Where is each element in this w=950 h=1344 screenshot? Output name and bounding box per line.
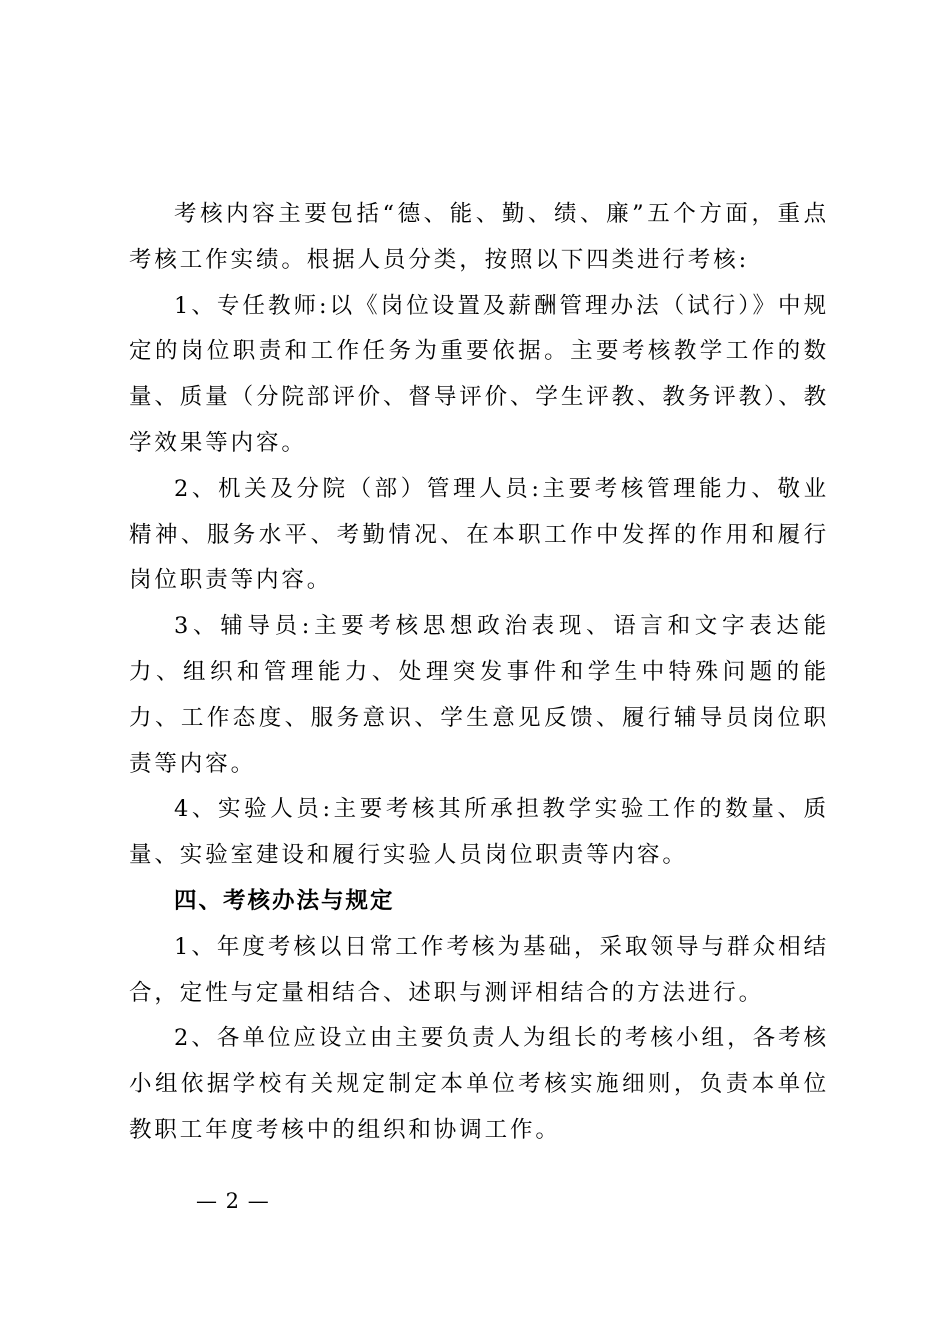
- paragraph-counselors: 3、辅导员:主要考核思想政治表现、语言和文字表达能力、组织和管理能力、处理突发事件和学生中特殊问题的能力、工作态度、服务意识、学生意见反馈、履行辅导员岗位职责等内容。: [129, 613, 829, 777]
- document-body: [129, 192, 829, 1154]
- paragraph-annual-assessment-method: 1、年度考核以日常工作考核为基础，采取领导与群众相结合，定性与定量相结合、述职与测评相结合的方法进行。: [129, 933, 829, 1006]
- page-number: — 2 —: [196, 1189, 270, 1213]
- paragraph-assessment-group: 2、各单位应设立由主要负责人为组长的考核小组，各考核小组依据学校有关规定制定本单位考核实施细则，负责本单位教职工年度考核中的组织和协调工作。: [129, 1025, 829, 1143]
- paragraph-assessment-content: 考核内容主要包括“德、能、勤、绩、廉”五个方面，重点考核工作实绩。根据人员分类，按照以下四类进行考核:: [129, 201, 829, 273]
- section-heading: 四、考核办法与规定: [174, 887, 395, 914]
- paragraph-full-time-teachers: 1、专任教师:以《岗位设置及薪酬管理办法（试行）》中规定的岗位职责和工作任务为重要依据。主要考核教学工作的数量、质量（分院部评价、督导评价、学生评教、教务评教）、教学效果等内容。: [129, 292, 829, 456]
- paragraph-lab-staff: 4、实验人员:主要考核其所承担教学实验工作的数量、质量、实验室建设和履行实验人员岗位职责等内容。: [129, 796, 829, 869]
- paragraph-management-staff: 2、机关及分院（部）管理人员:主要考核管理能力、敬业精神、服务水平、考勤情况、在本职工作中发挥的作用和履行岗位职责等内容。: [129, 475, 829, 594]
